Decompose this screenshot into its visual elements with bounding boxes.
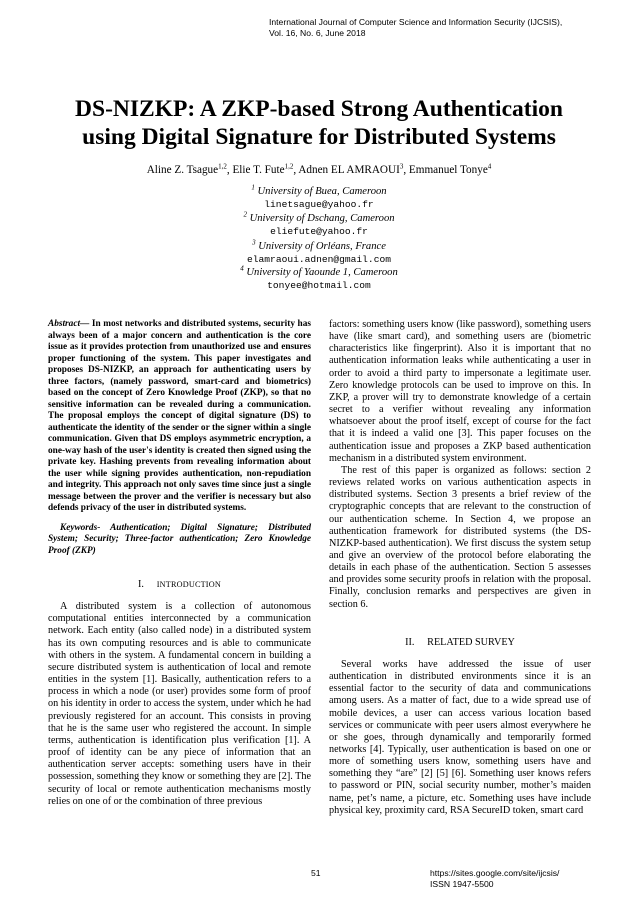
related-survey-paragraph: Several works have addressed the issue of user authentication in distributed environments since it is an essential factor to the security of data and communications among users. As a matter of fact, due to a wide spread use of mobile devices, a user can access various location based services or communicate with peer users almost everywhere he or she goes, through dynamically and temporarily formed networks [4]. Typically, user authentication is based on one or more of something users know, something users have and something they “are” [2] [5] [6]. Something user knows refers to password or PIN, social security number, mother’s maiden name, pet’s name, a picture, etc. Something uses have include physical key, proximity card, RSA SecureID token, smart card [329, 658, 591, 816]
organization-paragraph: The rest of this paper is organized as follows: section 2 reviews related works on various authentication aspects in distributed systems. Section 3 presents a brief review of the cryptographic concepts that are relevant to the construction of our authentication scheme. In Section 4, we propose an authentication framework for distributed systems (the DS-NIZKP-based authentication). We first discuss the system setup and give an overview of the protocol before elaborating the details in each phase of the authentication. Section 5 assesses and provides some security proofs in relation with the proposal. Finally, conclusion remarks and perspectives are given in section 6. [329, 464, 591, 610]
journal-issn: ISSN 1947-5500 [430, 879, 494, 889]
section-numeral: I. [138, 579, 144, 590]
journal-header [269, 17, 562, 39]
paper-title-line1: DS-NIZKP: A ZKP-based Strong Authentication [75, 96, 563, 122]
page-number: 51 [311, 868, 321, 878]
affiliation-2 [0, 210, 638, 238]
author-email[interactable]: elamraoui.adnen@gmail.com [247, 253, 391, 265]
section-heading-related-survey [329, 637, 591, 649]
author-email[interactable]: tonyee@hotmail.com [267, 279, 371, 291]
affiliation-1 [0, 183, 638, 211]
affiliation-4 [0, 264, 638, 292]
intro-paragraph-continued: factors: something users know (like password), something users have (like smart card), and something users are (biometric characteristics like fingerprint). Also it is important that no authentication information leaks while authenticating a user in order to avoid a third party to impersonate a legitimate user. Zero knowledge protocols can be used to improve on this. In ZKP, a prover will try to demonstrate knowledge of a certain secret to a verifier without revealing any information whatsoever about the proof itself, except of course for the fact that it is indeed a valid one [3]. This paper focuses on the authentication issue and proposes a ZKP based authentication mechanism in a distributed system environment. [329, 319, 591, 464]
affiliation-name: University of Yaounde 1, Cameroon [246, 267, 398, 278]
affiliation-mark: 2 [243, 210, 247, 219]
keywords: Keywords- Authentication; Digital Signature; Distributed System; Security; Three-factor authentication; Zero Knowledge Proof (ZKP) [48, 522, 311, 556]
intro-paragraph: A distributed system is a collection of autonomous computational entities interconnected by a communication network. Each entity (also called node) in a distributed system has its own computing resources and is able to communicate with others in the system. A fundamental concern in building a secure distributed system is authentication of local and remote entities in the system [1]. Basically, authentication refers to a process in which a node (or user) provides some form of proof on his identity in order to access the system, under which he had previously registered for an account. This consists in proving that he is the same user who registered the account. In simple terms, authentication is identification plus verification [1]. A proof of identity can be any piece of information that an authentication server accepts: something users have in their possession, something they know or something they are [2]. The security of local or remote authentication mechanisms mostly relies on one of or the combination of three previous [48, 601, 311, 807]
journal-footer [430, 868, 559, 890]
author-email[interactable]: linetsague@yahoo.fr [264, 198, 374, 210]
abstract-label: Abstract— [48, 319, 90, 329]
affiliation-mark: 3 [252, 238, 256, 247]
author-name: Elie T. Fute [232, 164, 285, 176]
author-affiliation-mark: 1,2 [284, 162, 294, 171]
abstract-text: In most networks and distributed systems, security has always been of a major concern and authentication is the core issue as it provides protection from unauthorized use and ensures proper functioning of the system. This paper investigates and proposes DS-NIZKP, an approach for authenticating users by three factors, (namely password, smart-card and biometrics) based on the concept of Zero Knowledge Proof (ZKP), so that no sensitive information can be revealed during a communication. The proposal employs the concept of digital signature (DS) to authenticate the identity of the sender or the signer within a single communication. Given that DS employs asymmetric encryption, a one-way hash of the user's identity is created then signed using the private key. Hashing prevents from revealing information about the user while signing provides authentication, non-repudiation and integrity. This approach not only saves time since just a single message between the prover and the verifier is necessary but also defends privacy of the user in distributed systems. [48, 319, 311, 513]
right-column [329, 319, 591, 817]
author-list: Aline Z. Tsague$^{1,2}$, Elie T. Fute$^{1,2}$, Adnen EL AMRAOUI$^3$, Emmanuel Tonye$^4$ [146, 162, 492, 176]
author-name: Aline Z. Tsague [146, 164, 219, 176]
author-name: Emmanuel Tonye [408, 164, 488, 176]
affiliation-name: University of Buea, Cameroon [257, 186, 387, 197]
affiliation-name: University of Dschang, Cameroon [249, 213, 395, 224]
journal-header-line2: Vol. 16, No. 6, June 2018 [269, 28, 366, 38]
affiliation-mark: 1 [251, 183, 255, 192]
affiliation-name: University of Orléans, France [258, 241, 386, 252]
section-title: RELATED SURVEY [427, 636, 515, 648]
journal-header-line1: International Journal of Computer Science and Information Security (IJCSIS), [269, 17, 563, 27]
abstract [48, 319, 311, 515]
section-title: INTRODUCTION [156, 580, 221, 589]
author-name: Adnen EL AMRAOUI [298, 164, 400, 176]
affiliation-3 [0, 238, 638, 266]
section-heading-introduction [48, 579, 311, 591]
affiliation-mark: 4 [240, 264, 244, 273]
left-column [48, 319, 311, 808]
paper-title [0, 95, 638, 151]
paper-title-line2: using Digital Signature for Distributed Systems [82, 124, 556, 150]
author-affiliation-mark: 1,2 [218, 162, 227, 171]
journal-url[interactable]: https://sites.google.com/site/ijcsis/ [430, 868, 560, 878]
section-numeral: II. [405, 636, 415, 648]
author-email[interactable]: eliefute@yahoo.fr [270, 225, 368, 237]
author-affiliation-mark: 4 [487, 162, 492, 171]
author-affiliation-mark: 3 [399, 162, 404, 171]
